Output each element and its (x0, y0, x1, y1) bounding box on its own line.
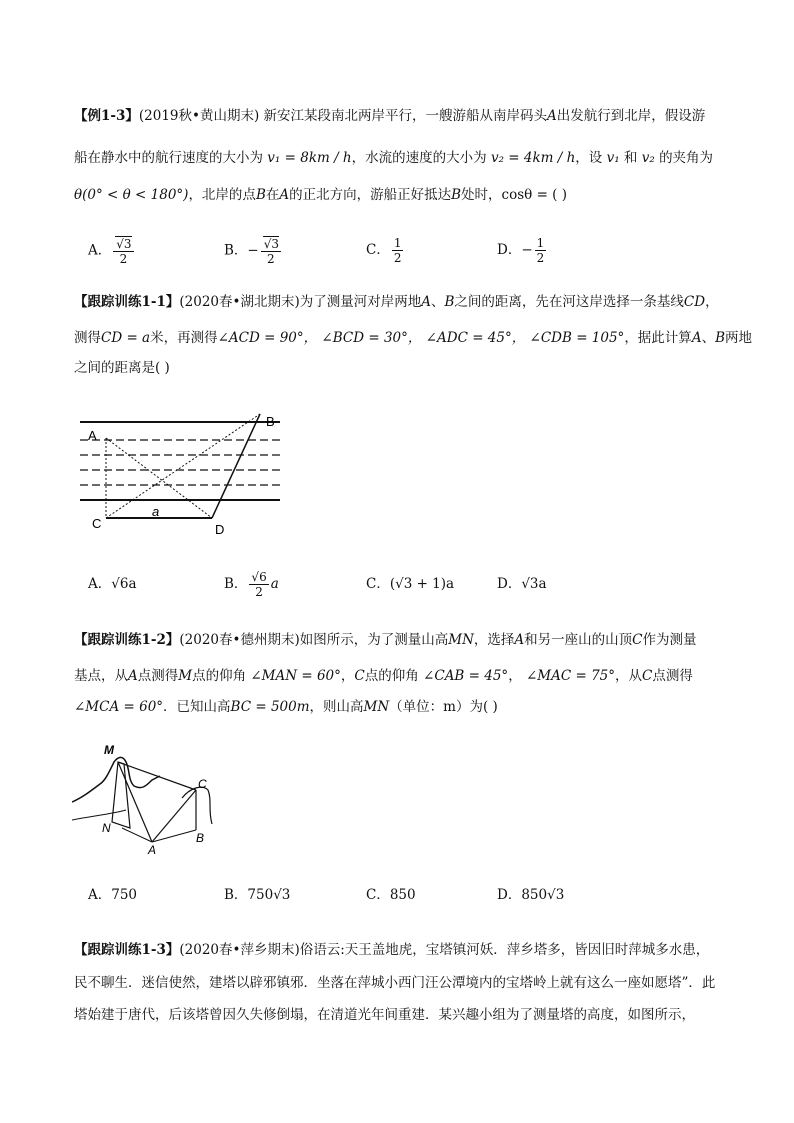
text: 点的仰角 (192, 668, 247, 684)
bc-expr: BC = 500m (230, 699, 310, 715)
ex13-option-b[interactable] (224, 236, 283, 266)
ground-line (72, 810, 126, 820)
t13-line3: 塔始建于唐代，后该塔曾因久失修倒塌，在清道光年间重建．某兴趣小组为了测量塔的高度，如图所示， (74, 1007, 695, 1023)
text: ， (340, 668, 355, 684)
t11-option-b[interactable] (224, 570, 279, 599)
ex13-option-a[interactable] (88, 236, 136, 266)
t12-option-c[interactable]: C．850 (366, 887, 416, 903)
t11-option-c[interactable]: C．(√3 + 1)a (366, 576, 455, 592)
den: 2 (255, 585, 263, 599)
label: B． (224, 576, 248, 592)
text: 和另一座山的山顶 (524, 632, 633, 648)
var-A: A (128, 668, 138, 684)
t12-option-b[interactable]: B．750√3 (224, 887, 291, 903)
t12-tag: 【跟踪训练1-2】 (74, 632, 180, 648)
var-A: A (279, 187, 290, 203)
t12-line3 (74, 697, 498, 717)
ex13-line1 (74, 106, 705, 126)
var-B: B (444, 294, 455, 310)
text: 两地 (724, 330, 752, 346)
v1-expr: v₁ = 8km / h (267, 150, 352, 166)
text: 的夹角为 (659, 150, 714, 166)
t12-source: (2020春•德州期末) (179, 632, 300, 648)
text: 点测得 (137, 668, 179, 684)
mountain-body (112, 762, 130, 828)
var-C: C (632, 632, 643, 648)
text: 为了测量河对岸两地 (299, 294, 422, 310)
text: 出发航行到北岸，假设游 (556, 108, 706, 124)
label: D． (497, 242, 522, 258)
segment-ma (118, 762, 152, 842)
text: ，北岸的点 (188, 187, 256, 203)
t12-line1 (74, 630, 696, 650)
small-mountain (182, 787, 212, 824)
text: ，选择 (473, 632, 515, 648)
minus: − (247, 242, 259, 259)
var-A: A (547, 108, 557, 124)
text: 船在静水中的航行速度的大小为 (74, 150, 263, 166)
text: 基点，从 (74, 668, 128, 684)
var-M: M (178, 668, 193, 684)
text: 俗语云:天王盖地虎，宝塔镇河妖．萍乡塔多，皆因旧时萍城多水患， (299, 942, 710, 958)
segment-ab (152, 830, 196, 842)
t12-option-d[interactable]: D．850√3 (497, 887, 565, 903)
angle-mca: ∠MCA = 60° (74, 699, 164, 715)
text: ，水流的速度的大小为 (351, 150, 487, 166)
text: 新安江某段南北两岸平行，一艘游船从南岸码头 (263, 108, 548, 124)
v2-expr: v₂ = 4km / h (490, 150, 576, 166)
var-B: B (451, 187, 462, 203)
segment-cb (106, 414, 260, 518)
ex13-option-c[interactable] (366, 236, 405, 265)
num: √3 (116, 237, 132, 251)
var-C: C (642, 668, 653, 684)
t13-line1 (74, 940, 709, 960)
ex13-line3 (74, 185, 567, 205)
cd-expr: CD = a (101, 330, 151, 346)
num: √3 (263, 237, 280, 251)
river-figure (80, 410, 290, 540)
num: 1 (536, 236, 545, 250)
label-a: A (148, 843, 157, 855)
label-a: A (88, 428, 97, 443)
tail: a (270, 576, 279, 592)
theta-range: θ(0° < θ < 180°) (74, 187, 189, 203)
t11-line1: 【跟踪训练1-1】(2020春•湖北期末)为了测量河对岸两地A、B之间的距离，先在河这岸选择一条基线CD， (74, 294, 719, 310)
num: 1 (393, 236, 402, 250)
t13-source: (2020春•萍乡期末) (179, 942, 300, 958)
var-A: A (421, 294, 431, 310)
ex13-source: (2019秋•黄山期末) (138, 108, 260, 124)
minus: − (521, 242, 533, 258)
den: 2 (119, 252, 128, 266)
t11-line2: 测得CD = a米，再测得∠ACD = 90°， ∠BCD = 30°， ∠ADC = 45°， ∠CDB = 105°，据此计算A、B两地 (74, 330, 752, 346)
segment-db (212, 414, 260, 518)
text: 之间的距离，先在河这岸选择一条基线 (454, 294, 684, 310)
text: 和 (623, 150, 638, 166)
t11-option-d[interactable]: D．√3a (497, 576, 547, 592)
question-tail: 处时，cosθ = ( ) (461, 187, 567, 203)
text: ．已知山高 (163, 699, 231, 715)
label-a-length: a (152, 504, 160, 519)
text: ， (508, 668, 522, 684)
segment-ac (152, 790, 196, 842)
angle-man: ∠MAN = 60° (250, 668, 341, 684)
var-mn: MN (448, 632, 474, 648)
label-b: B (196, 831, 205, 845)
label-n: N (102, 821, 111, 835)
text: 米，再测得 (150, 330, 218, 346)
var-C: C (354, 668, 365, 684)
var-A: A (514, 632, 525, 648)
den: 2 (267, 252, 275, 266)
label: B． (224, 242, 248, 259)
den: 2 (393, 251, 402, 265)
text: ，设 (575, 150, 603, 166)
num: √6 (251, 570, 267, 584)
label: A． (88, 242, 112, 259)
label-c: C (92, 516, 102, 531)
angles-expr: ∠ACD = 90°， ∠BCD = 30°， ∠ADC = 45°， ∠CDB = 105° (217, 330, 625, 346)
text: 如图所示，为了测量山高 (299, 632, 449, 648)
t11-source: (2020春•湖北期末) (179, 294, 300, 310)
text: ，据此计算 (624, 330, 692, 346)
label-c: C (198, 777, 207, 791)
text: 点的仰角 (364, 668, 419, 684)
mountain-figure (72, 740, 242, 855)
label-m: M (104, 743, 114, 757)
t11-line3: 之间的距离是( ) (74, 360, 170, 376)
var-B: B (715, 330, 725, 346)
label-b: B (266, 414, 275, 429)
ex13-line2: 船在静水中的航行速度的大小为 v₁ = 8km / h，水流的速度的大小为 v₂ = 4km / h，设 v₁ 和 v₂ 的夹角为 (74, 150, 714, 166)
label-d: D (215, 522, 225, 537)
text: 测得 (74, 330, 101, 346)
angle-cab: ∠CAB = 45° (423, 668, 509, 684)
var-mn: MN (363, 699, 390, 715)
ex13-option-d[interactable] (497, 236, 548, 265)
ex13-tag: 【例1-3】 (74, 108, 139, 124)
angle-mac: ∠MAC = 75° (525, 668, 616, 684)
var-B: B (255, 187, 266, 203)
den: 2 (536, 251, 545, 265)
text: 点测得 (652, 668, 693, 684)
t13-line2: 民不聊生．迷信使然，建塔以辟邪镇邪．坐落在萍城小西门汪公潭境内的宝塔岭上就有这么一座如愿塔”．此 (74, 975, 716, 991)
text: （单位：m）为( ) (389, 699, 498, 715)
t11-tag: 【跟踪训练1-1】 (74, 294, 180, 310)
text: ，则山高 (309, 699, 364, 715)
text: 的正北方向，游船正好抵达 (289, 187, 452, 203)
label: C． (366, 242, 390, 258)
text: 作为测量 (642, 632, 697, 648)
text: ，从 (615, 668, 643, 684)
t13-tag: 【跟踪训练1-3】 (74, 942, 180, 958)
t12-option-a[interactable]: A．750 (88, 887, 138, 903)
var-A: A (691, 330, 702, 346)
t12-line2 (74, 666, 693, 686)
text: 在 (265, 187, 280, 203)
t11-option-a[interactable]: A．√6a (88, 576, 137, 592)
